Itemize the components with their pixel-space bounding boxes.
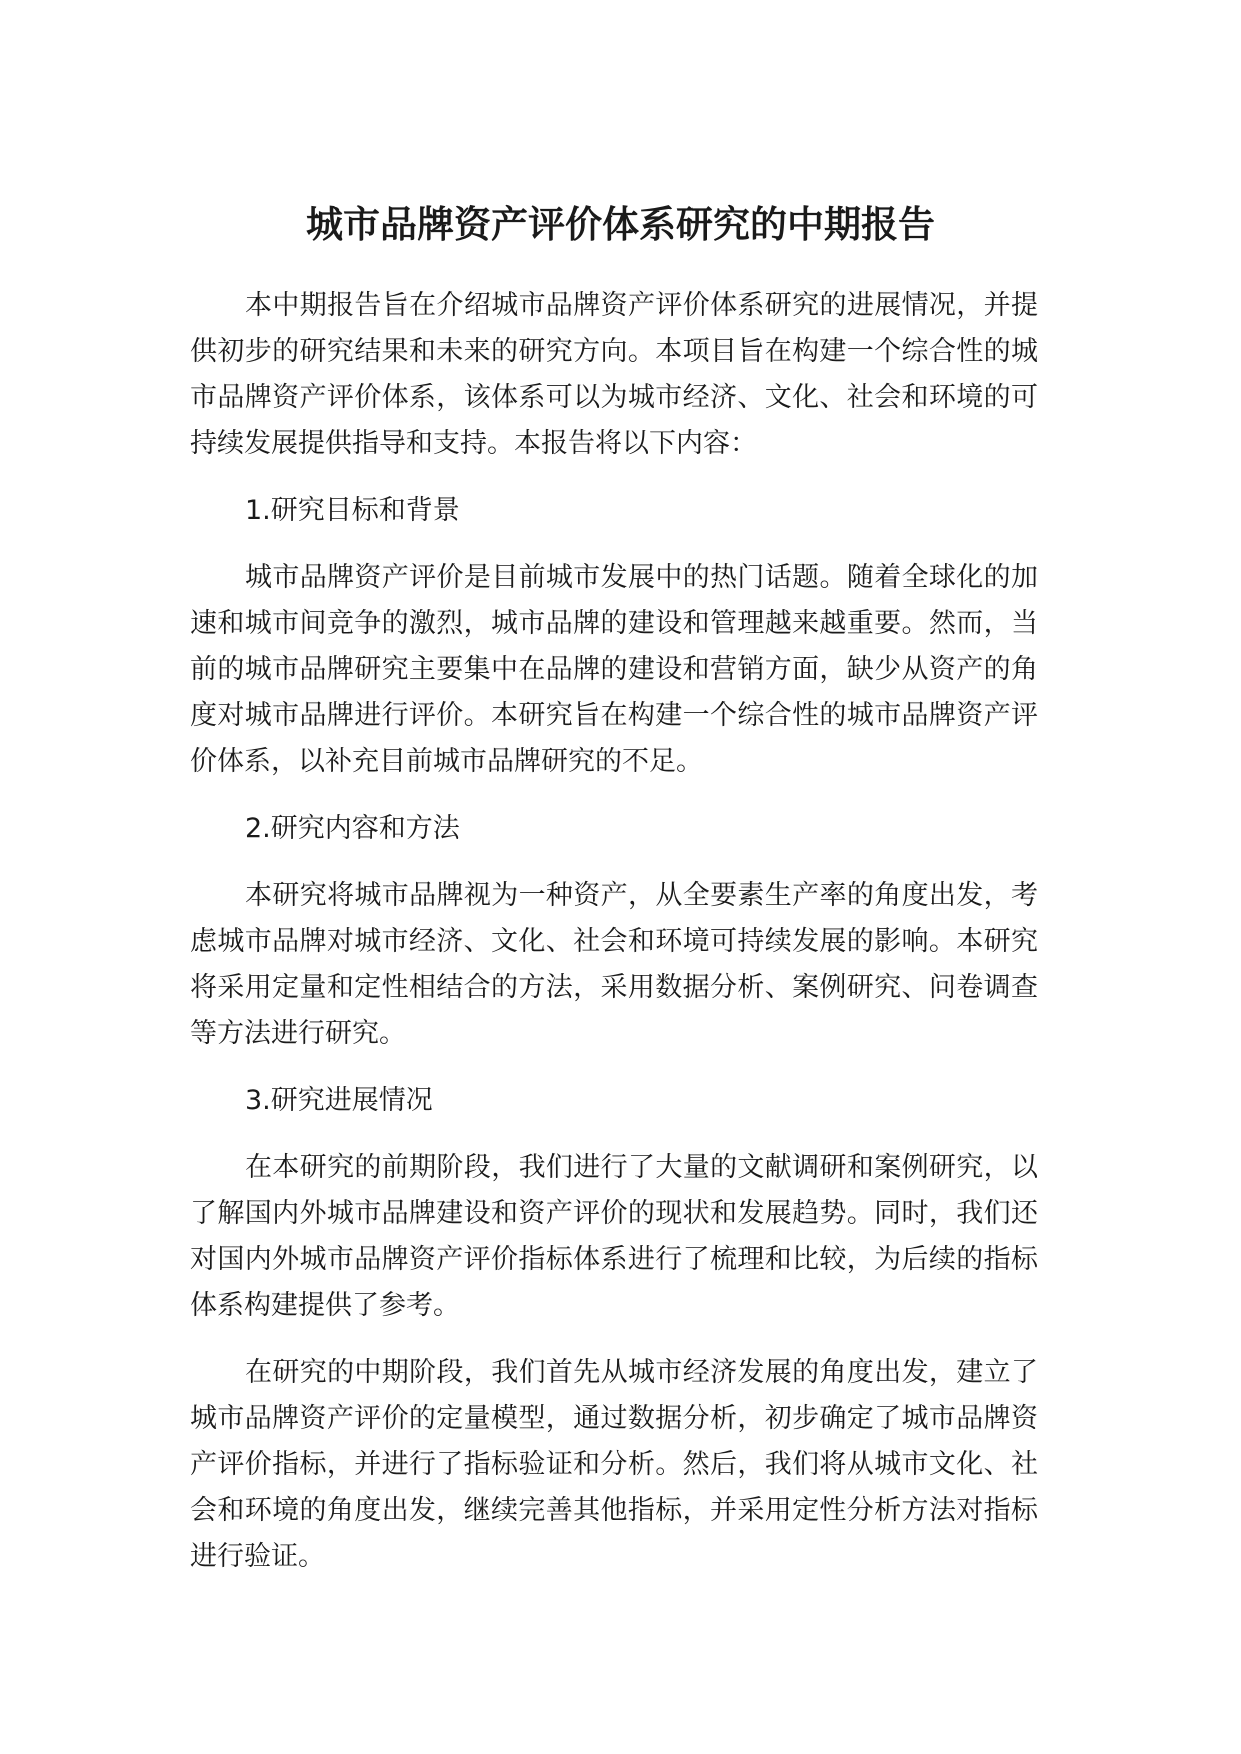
intro-paragraph: 本中期报告旨在介绍城市品牌资产评价体系研究的进展情况，并提供初步的研究结果和未来的研究方向。本项目旨在构建一个综合性的城市品牌资产评价体系，该体系可以为城市经济、文化、社会和环境的可持续发展提供指导和支持。本报告将以下内容： bbox=[190, 290, 1038, 459]
document-body bbox=[190, 283, 1038, 1580]
document-title: 城市品牌资产评价体系研究的中期报告 bbox=[306, 202, 935, 246]
section-3-paragraph-2: 在研究的中期阶段，我们首先从城市经济发展的角度出发，建立了城市品牌资产评价的定量模型，通过数据分析，初步确定了城市品牌资产评价指标，并进行了指标验证和分析。然后，我们将从城市文化、社会和环境的角度出发，继续完善其他指标，并采用定性分析方法对指标进行验证。 bbox=[190, 1357, 1038, 1572]
section-2-paragraph-1: 本研究将城市品牌视为一种资产，从全要素生产率的角度出发，考虑城市品牌对城市经济、文化、社会和环境可持续发展的影响。本研究将采用定量和定性相结合的方法，采用数据分析、案例研究、问卷调查等方法进行研究。 bbox=[190, 880, 1038, 1049]
section-heading-2: 2.研究内容和方法 bbox=[245, 813, 460, 844]
section-1-paragraph-1: 城市品牌资产评价是目前城市发展中的热门话题。随着全球化的加速和城市间竞争的激烈，城市品牌的建设和管理越来越重要。然而，当前的城市品牌研究主要集中在品牌的建设和营销方面，缺少从资产的角度对城市品牌进行评价。本研究旨在构建一个综合性的城市品牌资产评价体系，以补充目前城市品牌研究的不足。 bbox=[190, 562, 1038, 777]
section-heading-3: 3.研究进展情况 bbox=[245, 1085, 433, 1116]
section-heading-1: 1.研究目标和背景 bbox=[245, 495, 460, 526]
section-3-paragraph-1: 在本研究的前期阶段，我们进行了大量的文献调研和案例研究，以了解国内外城市品牌建设和资产评价的现状和发展趋势。同时，我们还对国内外城市品牌资产评价指标体系进行了梳理和比较，为后续的指标体系构建提供了参考。 bbox=[190, 1152, 1038, 1321]
